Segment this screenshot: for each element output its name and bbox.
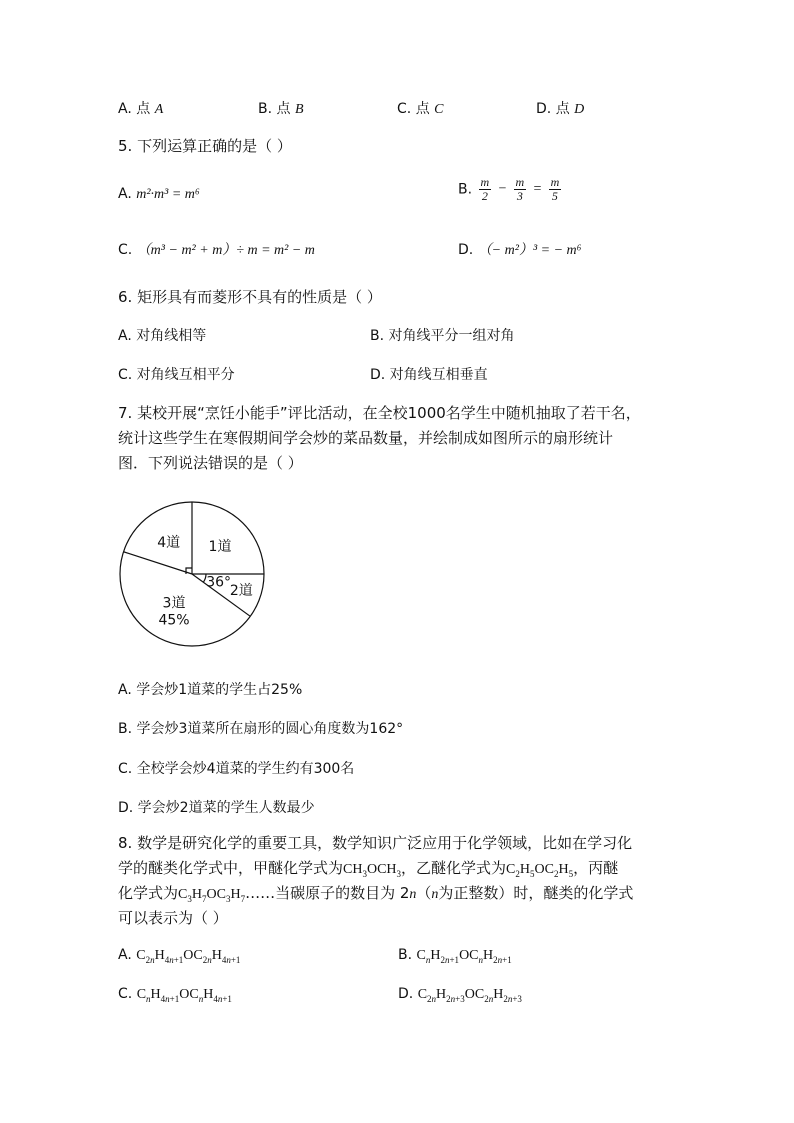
q5-b-num3: m (550, 175, 560, 189)
q5-option-d[interactable] (458, 243, 582, 258)
q4-option-d-var: D (574, 102, 585, 117)
q5-stem: 5. 下列运算正确的是（ ） (118, 137, 292, 155)
q8-option-a-label: A. (118, 947, 132, 963)
q5-b-den1: 2 (481, 189, 488, 203)
q5-option-c-expr: （m³ − m² + m）÷ m = m² − m (136, 243, 315, 258)
q8-line3-part4: 为正整数）时，醚类的化学式 (438, 884, 634, 902)
q4-option-d[interactable] (536, 102, 584, 117)
q4-option-d-label: D. (536, 101, 552, 117)
pie-slice-label-four-dishes: 4道 (157, 534, 181, 551)
q8-option-c-formula: $C_nH_{4n+1}OC_nH_{4n+1}$ (136, 987, 232, 1004)
q7-option-a[interactable]: A. 学会炒1道菜的学生占25% (118, 682, 303, 698)
q8-formula-ethyl-ether: $C_2H_5OC_2H_5$ (506, 862, 574, 879)
q4-option-b-label: B. (258, 101, 273, 117)
q6-option-c[interactable]: C. 对角线互相平分 (118, 367, 235, 383)
q4-option-a-label: A. (118, 101, 132, 117)
q7-stem-line2: 统计这些学生在寒假期间学会炒的菜品数量，并绘制成如图所示的扇形统计 (118, 429, 614, 447)
q8-stem-line1: 8. 数学是研究化学的重要工具，数学知识广泛应用于化学领域，比如在学习化 (118, 834, 633, 852)
q8-stem-line3 (118, 886, 633, 904)
q6-option-a[interactable]: A. 对角线相等 (118, 328, 207, 344)
q8-line3-part2: ……当碳原子的数目为 2 (245, 884, 410, 902)
pie-slice-percent-three-dishes: 45% (158, 612, 190, 629)
q5-option-a-expr: m²·m³ = m⁶ (136, 187, 200, 202)
q5-b-num1: m (480, 175, 490, 189)
q5-b-den2: 3 (516, 189, 523, 203)
q8-stem-line4: 可以表示为（ ） (118, 909, 228, 927)
q4-option-b[interactable] (258, 102, 304, 117)
q5-b-eq: = (532, 181, 543, 197)
q4-option-a[interactable] (118, 102, 163, 117)
q8-line3-n2: n (431, 887, 439, 902)
q8-line2-part1: 学的醚类化学式中，甲醚化学式为 (118, 859, 344, 877)
q4-option-b-var: B (294, 102, 304, 117)
q7-option-c[interactable]: C. 全校学会炒4道菜的学生约有300名 (118, 761, 355, 777)
q6-option-b[interactable]: B. 对角线平分一组对角 (370, 328, 515, 344)
q7-option-d[interactable]: D. 学会炒2道菜的学生人数最少 (118, 800, 315, 816)
q5-option-a-label: A. (118, 186, 132, 202)
q4-option-b-text: 点 (276, 101, 291, 117)
q6-stem: 6. 矩形具有而菱形不具有的性质是（ ） (118, 288, 382, 306)
q5-option-b-label: B. (458, 181, 473, 198)
q8-option-b[interactable] (398, 948, 512, 965)
q5-b-num2: m (515, 175, 525, 189)
q8-formula-methyl-ether: $CH_3OCH_3$ (343, 862, 402, 879)
q6-option-d[interactable]: D. 对角线互相垂直 (370, 367, 488, 383)
q4-option-c[interactable] (397, 102, 443, 117)
q8-option-d-formula: $C_{2n}H_{2n+3}OC_{2n}H_{2n+3}$ (417, 987, 522, 1004)
q5-option-b[interactable] (458, 176, 563, 203)
q5-b-den3: 5 (551, 189, 558, 203)
q5-option-a[interactable] (118, 187, 200, 202)
q7-stem-line1: 7. 某校开展“烹饪小能手”评比活动，在全校1000名学生中随机抽取了若干名， (118, 404, 641, 422)
q8-line3-part3: （ (416, 884, 432, 902)
q8-option-d-label: D. (398, 986, 414, 1002)
q8-option-c[interactable] (118, 987, 232, 1004)
q5-option-c-label: C. (118, 242, 133, 258)
q4-option-c-label: C. (397, 101, 412, 117)
q5-option-d-label: D. (458, 242, 474, 258)
q8-option-c-label: C. (118, 986, 133, 1002)
q8-option-b-formula: $C_nH_{2n+1}OC_nH_{2n+1}$ (416, 948, 512, 965)
q8-option-a-formula: $C_{2n}H_{4n+1}OC_{2n}H_{4n+1}$ (136, 948, 241, 965)
pie-slice-label-three-dishes: 3道 (162, 595, 186, 612)
q7-option-b[interactable]: B. 学会炒3道菜所在扇形的圆心角度数为162° (118, 721, 404, 737)
q8-option-a[interactable] (118, 948, 240, 965)
q4-option-a-var: A (154, 102, 164, 117)
q8-line3-part1: 化学式为 (118, 884, 179, 902)
q8-option-b-label: B. (398, 947, 413, 963)
q5-b-minus: − (497, 181, 508, 197)
q7-stem-line3: 图．下列说法错误的是（ ） (118, 454, 303, 472)
q5-option-c[interactable] (118, 243, 315, 258)
pie-divider-four-dishes (124, 552, 192, 574)
q4-option-c-text: 点 (415, 101, 430, 117)
q8-line2-part3: ，丙醚 (573, 859, 619, 877)
pie-angle-annotation: 36° (206, 574, 232, 591)
q8-line2-part2: ，乙醚化学式为 (401, 859, 507, 877)
q8-formula-propyl-ether: $C_3H_7OC_3H_7$ (178, 887, 246, 904)
q4-option-d-text: 点 (555, 101, 570, 117)
q5-option-d-expr: （− m²）³ = − m⁶ (477, 243, 582, 258)
pie-slice-label-two-dishes: 2道 (229, 583, 253, 600)
q8-stem-line2 (118, 861, 618, 879)
pie-chart (110, 496, 280, 666)
q8-option-d[interactable] (398, 987, 522, 1004)
pie-slice-label-one-dish: 1道 (208, 538, 232, 555)
q8-line3-n1: n (409, 887, 417, 902)
q4-option-c-var: C (434, 102, 444, 117)
q4-option-a-text: 点 (136, 101, 151, 117)
